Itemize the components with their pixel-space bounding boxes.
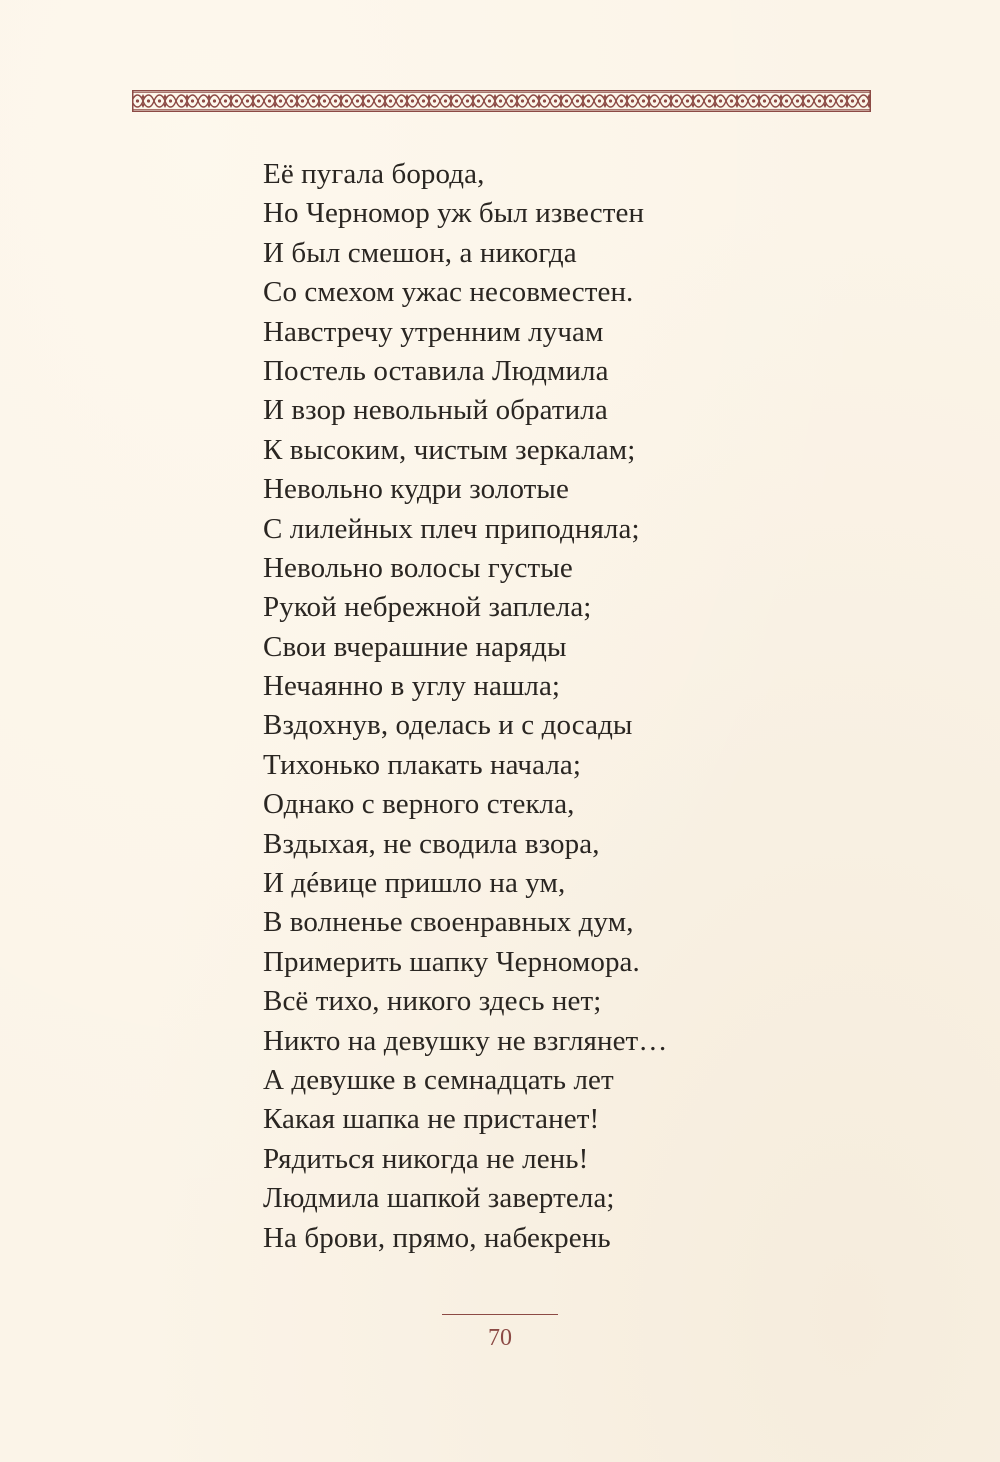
poem-line: Но Черномор уж был известен bbox=[263, 197, 645, 230]
poem-line: И взор невольный обратила bbox=[263, 394, 608, 427]
poem-line: Невольно волосы густые bbox=[263, 551, 573, 584]
poem-line: И дéвице пришло на ум, bbox=[263, 867, 566, 900]
poem-line: Со смехом ужас несовместен. bbox=[263, 276, 634, 309]
poem-line: Её пугала борода, bbox=[263, 158, 485, 190]
poem-line: Тихонько плакать начала; bbox=[263, 748, 582, 781]
decorative-border bbox=[132, 90, 871, 112]
poem-line: А девушке в семнадцать лет bbox=[263, 1063, 614, 1096]
poem-line: Рядиться никогда не лень! bbox=[263, 1142, 589, 1175]
poem-line: Невольно кудри золотые bbox=[263, 473, 569, 506]
poem-text bbox=[263, 155, 667, 1258]
poem-line: И был смешон, а никогда bbox=[263, 236, 577, 269]
poem-line: Постель оставила Людмила bbox=[263, 354, 609, 387]
poem-line: Нечаянно в углу нашла; bbox=[263, 670, 561, 703]
poem-line: К высоким, чистым зеркалам; bbox=[263, 433, 636, 466]
poem-line: Примерить шапку Черномора. bbox=[263, 945, 640, 978]
poem-line: Вздохнув, оделась и с досады bbox=[263, 709, 633, 742]
poem-line: На брови, прямо, набекрень bbox=[263, 1221, 611, 1254]
poem-line: Свои вчерашние наряды bbox=[263, 630, 567, 663]
poem-line: Людмила шапкой завертела; bbox=[263, 1182, 615, 1215]
page-number: 70 bbox=[488, 1325, 512, 1351]
poem-line: Всё тихо, никого здесь нет; bbox=[263, 985, 602, 1018]
poem-line: В волненье своенравных дум, bbox=[263, 906, 634, 939]
poem-line: Никто на девушку не взглянет… bbox=[263, 1024, 668, 1057]
page-number-divider bbox=[442, 1314, 558, 1315]
poem-line: Навстречу утренним лучам bbox=[263, 315, 604, 348]
poem-line: Однако с верного стекла, bbox=[263, 788, 575, 821]
poem-line: Вздыхая, не сводила взора, bbox=[263, 827, 600, 860]
poem-line: Рукой небрежной заплела; bbox=[263, 591, 592, 624]
poem-line: Какая шапка не пристанет! bbox=[263, 1103, 600, 1136]
poem-line: С лилейных плеч приподняла; bbox=[263, 512, 640, 545]
